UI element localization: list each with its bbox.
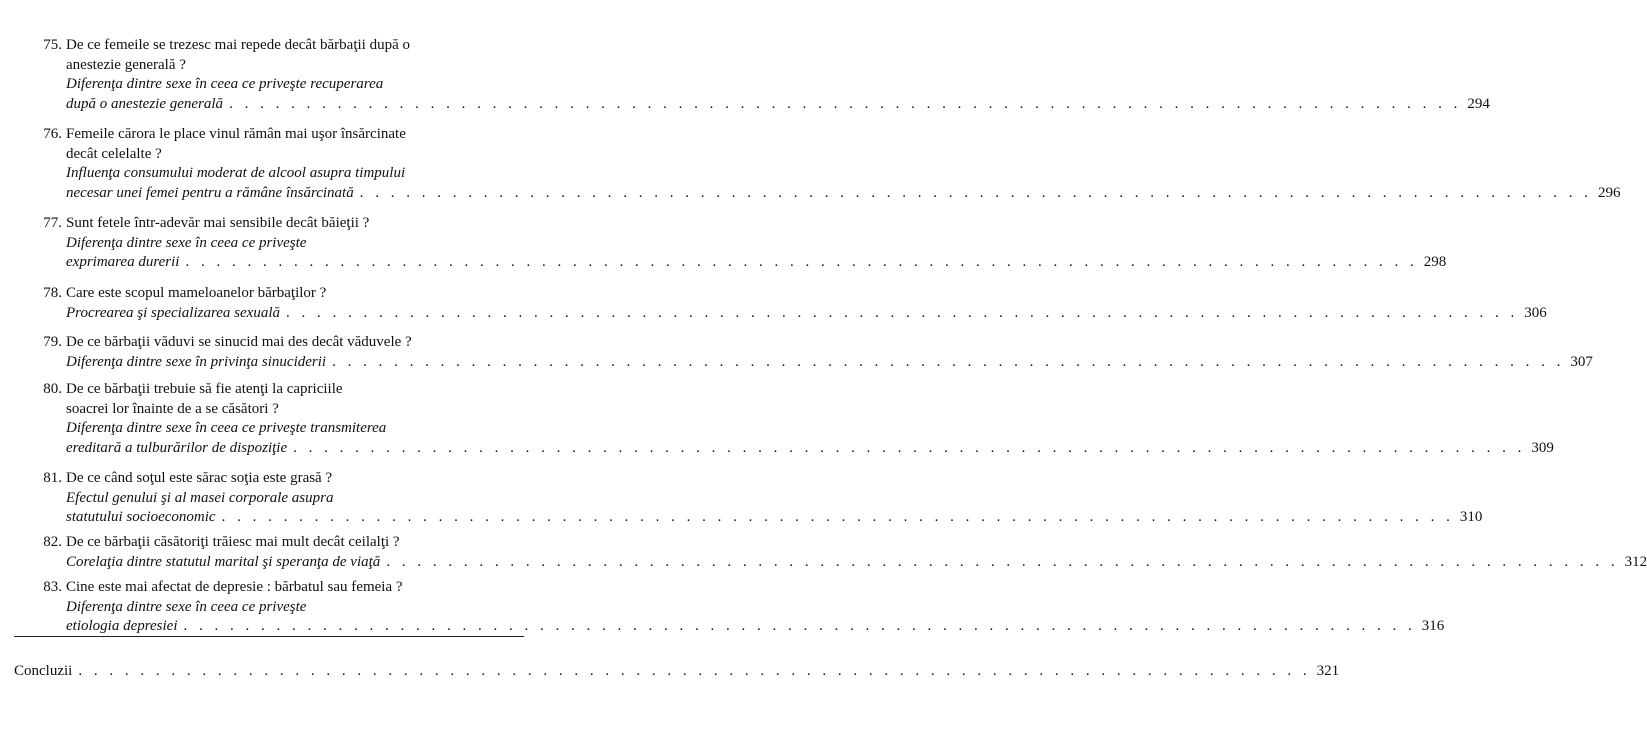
entry-number: 77. — [43, 215, 62, 231]
dot-leader: . . . . . . . . . . . . . . . . . . . . . . . . . . . . . . . . . . . . . . . . . . . . . . . . . . . . . . . . . . . . . . . . . . . . . . . . . . . . . . . . — [229, 95, 1462, 112]
toc-entry-76 — [30, 125, 1621, 203]
toc-entry-77 — [30, 214, 1447, 273]
section-divider — [14, 636, 524, 637]
entry-page-number[interactable]: 310 — [1459, 509, 1483, 525]
entry-leader-line — [66, 508, 1483, 528]
toc-entry-78 — [30, 284, 1547, 323]
entry-leader-line — [66, 617, 1445, 637]
dot-leader: . . . . . . . . . . . . . . . . . . . . . . . . . . . . . . . . . . . . . . . . . . . . . . . . . . . . . . . . . . . . . . . . . . . . . . . . . . . . . . . . — [293, 439, 1526, 456]
entry-subtitle-line-2: statutului socioeconomic — [66, 509, 216, 525]
dot-leader: . . . . . . . . . . . . . . . . . . . . . . . . . . . . . . . . . . . . . . . . . . . . . . . . . . . . . . . . . . . . . . . . . . . . . . . . . . . . . . . . — [78, 663, 1311, 679]
entry-number: 79. — [43, 334, 62, 350]
entry-subtitle-line-1: Influenţa consumului moderat de alcool asupra timpului — [66, 165, 406, 181]
toc-entry-75 — [30, 36, 1490, 114]
entry-subtitle-line-2: Diferenţa dintre sexe în privinţa sinuciderii — [66, 353, 327, 370]
dot-leader: . . . . . . . . . . . . . . . . . . . . . . . . . . . . . . . . . . . . . . . . . . . . . . . . . . . . . . . . . . . . . . . . . . . . . . . . . . . . . . . . — [332, 353, 1565, 370]
entry-subtitle-line-2: etiologia depresiei — [66, 618, 178, 634]
entry-subtitle-line-1: Diferenţa dintre sexe în ceea ce priveşte transmiterea — [66, 420, 387, 436]
entry-subtitle-line-1: Diferenţa dintre sexe în ceea ce priveşte — [66, 234, 307, 251]
entry-leader-line — [66, 553, 1647, 573]
entry-number: 75. — [43, 37, 62, 53]
entry-leader-line — [66, 353, 1593, 373]
entry-page-number[interactable]: 309 — [1531, 439, 1554, 456]
entry-leader-line — [66, 253, 1447, 273]
entry-subtitle-line-2: Procrearea şi specializarea sexuală — [66, 304, 280, 321]
entry-question-line-2: soacrei lor înainte de a se căsători ? — [66, 400, 279, 417]
toc-entry-83 — [30, 578, 1445, 637]
entry-question-line-1: De ce bărbaţii văduvi se sinucid mai des decât văduvele ? — [66, 334, 412, 350]
entry-page-number[interactable]: 316 — [1421, 618, 1445, 634]
entry-question-line-1: Cine este mai afectat de depresie : bărbatul sau femeia ? — [66, 579, 403, 595]
entry-subtitle-line-1: Diferenţa dintre sexe în ceea ce priveşte recuperarea — [66, 76, 384, 92]
toc-entry-81 — [30, 469, 1483, 528]
entry-subtitle-line-1: Diferenţa dintre sexe în ceea ce priveşte — [66, 598, 307, 615]
dot-leader: . . . . . . . . . . . . . . . . . . . . . . . . . . . . . . . . . . . . . . . . . . . . . . . . . . . . . . . . . . . . . . . . . . . . . . . . . . . . . . . . — [359, 184, 1592, 201]
entry-question-line-1: Sunt fetele într-adevăr mai sensibile decât băieţii ? — [66, 215, 370, 231]
conclusion-page-number[interactable]: 321 — [1316, 663, 1340, 679]
entry-leader-line — [66, 304, 1547, 324]
entry-leader-line — [66, 95, 1490, 115]
entry-subtitle-line-2: ereditară a tulburărilor de dispoziţie — [66, 439, 288, 456]
entry-number: 81. — [43, 470, 62, 486]
entry-page-number[interactable]: 312 — [1624, 553, 1647, 570]
entry-page-number[interactable]: 294 — [1467, 95, 1490, 112]
entry-question-line-2: decât celelalte ? — [66, 145, 162, 162]
entry-number: 76. — [43, 126, 62, 142]
entry-page-number[interactable]: 307 — [1570, 353, 1593, 370]
entry-question-line-1: De ce bărbaţii căsătoriţi trăiesc mai mult decât ceilalţi ? — [66, 534, 400, 550]
conclusion-label[interactable]: Concluzii — [14, 663, 73, 679]
dot-leader: . . . . . . . . . . . . . . . . . . . . . . . . . . . . . . . . . . . . . . . . . . . . . . . . . . . . . . . . . . . . . . . . . . . . . . . . . . . . . . . . — [285, 304, 1519, 321]
entry-leader-line — [66, 184, 1621, 204]
entry-question-line-2: anestezie generală ? — [66, 56, 186, 73]
entry-number: 80. — [43, 381, 62, 397]
entry-page-number[interactable]: 298 — [1423, 254, 1447, 270]
toc-entry-82 — [30, 533, 1647, 572]
entry-page-number[interactable]: 296 — [1597, 184, 1621, 201]
entry-question-line-1: De ce femeile se trezesc mai repede decât bărbaţii după o — [66, 37, 410, 53]
toc-entry-conclusion — [14, 662, 1340, 682]
toc-entry-79 — [30, 333, 1593, 372]
entry-subtitle-line-2: după o anestezie generală — [66, 95, 224, 112]
entry-leader-line — [66, 439, 1554, 459]
entry-number: 78. — [43, 285, 62, 301]
entry-question-line-1: Care este scopul mameloanelor bărbaţilor ? — [66, 285, 327, 301]
toc-entry-80 — [30, 380, 1554, 458]
dot-leader: . . . . . . . . . . . . . . . . . . . . . . . . . . . . . . . . . . . . . . . . . . . . . . . . . . . . . . . . . . . . . . . . . . . . . . . . . . . . . . . . — [221, 509, 1454, 525]
entry-question-line-1: Femeile cărora le place vinul rămân mai uşor însărcinate — [66, 126, 406, 142]
entry-question-line-1: De ce bărbaţii trebuie să fie atenţi la capriciile — [66, 381, 343, 397]
entry-subtitle-line-2: Corelaţia dintre statutul marital şi speranţa de viaţă — [66, 553, 381, 570]
entry-subtitle-line-1: Efectul genului şi al masei corporale asupra — [66, 489, 334, 506]
dot-leader: . . . . . . . . . . . . . . . . . . . . . . . . . . . . . . . . . . . . . . . . . . . . . . . . . . . . . . . . . . . . . . . . . . . . . . . . . . . . . . . . — [185, 254, 1418, 270]
dot-leader: . . . . . . . . . . . . . . . . . . . . . . . . . . . . . . . . . . . . . . . . . . . . . . . . . . . . . . . . . . . . . . . . . . . . . . . . . . . . . . . . — [183, 618, 1416, 634]
entry-question-line-1: De ce când soţul este sărac soţia este grasă ? — [66, 470, 333, 486]
dot-leader: . . . . . . . . . . . . . . . . . . . . . . . . . . . . . . . . . . . . . . . . . . . . . . . . . . . . . . . . . . . . . . . . . . . . . . . . . . . . . . . . — [386, 553, 1619, 570]
entry-number: 83. — [43, 579, 62, 595]
entry-subtitle-line-2: necesar unei femei pentru a rămâne însărcinată — [66, 184, 354, 201]
entry-page-number[interactable]: 306 — [1524, 304, 1547, 321]
entry-number: 82. — [43, 534, 62, 550]
entry-subtitle-line-2: exprimarea durerii — [66, 254, 180, 270]
